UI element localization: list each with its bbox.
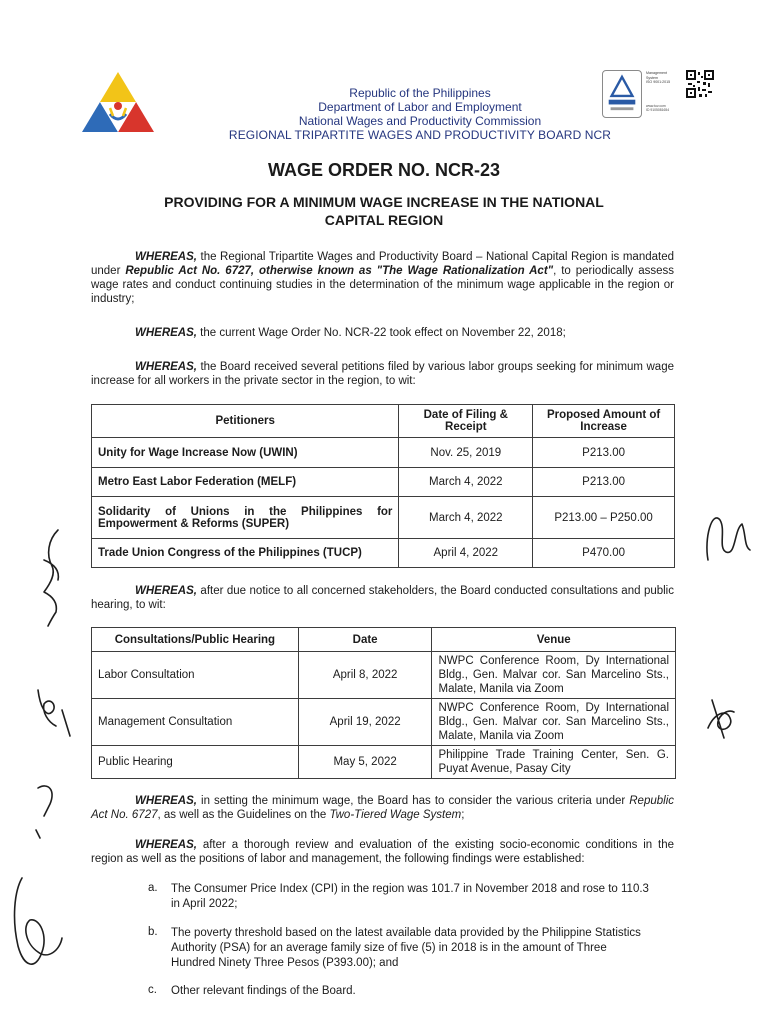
agency-line-department: Department of Labor and Employment xyxy=(318,100,522,114)
paragraph-text: ; xyxy=(461,809,465,821)
whereas-lead: WHEREAS, xyxy=(135,585,197,597)
filing-date-cell: Nov. 25, 2019 xyxy=(399,438,533,468)
whereas-paragraph-5 xyxy=(91,794,674,822)
handwritten-initials xyxy=(38,690,70,736)
certification-line: System xyxy=(646,75,658,80)
petitioner-cell: Metro East Labor Federation (MELF) xyxy=(92,468,399,497)
event-cell: Public Hearing xyxy=(92,746,299,779)
column-header-venue: Venue xyxy=(432,628,676,652)
whereas-lead: WHEREAS, xyxy=(135,361,197,373)
paragraph-text: in setting the minimum wage, the Board has to consider the various criteria under xyxy=(196,795,630,807)
margin-signatures xyxy=(0,500,90,1024)
handwritten-signature xyxy=(15,878,62,964)
certification-line: ISO 9001:2015 xyxy=(646,80,671,85)
handwritten-initials xyxy=(36,786,52,838)
whereas-lead: WHEREAS, xyxy=(135,839,197,851)
finding-label: a. xyxy=(148,882,158,894)
whereas-paragraph-4 xyxy=(91,584,674,612)
petitioner-cell: Trade Union Congress of the Philippines (TUCP) xyxy=(92,539,399,568)
finding-text: The Consumer Price Index (CPI) in the region was 101.7 in November 2018 and rose to 110.3 in April 2022; xyxy=(171,883,649,910)
table-row xyxy=(92,539,675,568)
table-row xyxy=(92,652,676,699)
table-row xyxy=(92,468,675,497)
paragraph-text: , to periodically assess wage rates and conduct continuing studies in the determination of the minimum wage applicable in the region or industry; xyxy=(91,265,674,305)
hearing-date-cell: April 8, 2022 xyxy=(298,652,432,699)
finding-label: c. xyxy=(148,984,157,996)
hearing-date-cell: May 5, 2022 xyxy=(298,746,432,779)
amount-cell: P213.00 xyxy=(533,438,675,468)
venue-cell: NWPC Conference Room, Dy International Bldg., Gen. Malvar cor. San Marcelino Sts., Malate, Manila via Zoom xyxy=(432,699,676,746)
agency-line-country: Republic of the Philippines xyxy=(349,86,491,100)
certification-note-line: www.tuv.com xyxy=(646,104,666,108)
paragraph-text: after a thorough review and evaluation of the existing socio-economic conditions in the region as well as the positions of labor and management, the following findings were established: xyxy=(91,839,674,865)
paragraph-text: the current Wage Order No. NCR-22 took effect on November 22, 2018; xyxy=(196,327,566,339)
finding-text: Other relevant findings of the Board. xyxy=(171,985,356,997)
whereas-paragraph-6 xyxy=(91,838,674,866)
whereas-paragraph-2 xyxy=(91,326,674,340)
whereas-paragraph-1 xyxy=(91,250,674,306)
certification-note-line: ID 9105081654 xyxy=(646,108,670,113)
certification-line: Management xyxy=(646,71,667,75)
venue-cell: NWPC Conference Room, Dy International Bldg., Gen. Malvar cor. San Marcelino Sts., Malate, Manila via Zoom xyxy=(432,652,676,699)
filing-date-cell: March 4, 2022 xyxy=(399,468,533,497)
hearing-date-cell: April 19, 2022 xyxy=(298,699,432,746)
qr-code-icon xyxy=(686,70,714,98)
paragraph-text: , as well as the Guidelines on the xyxy=(157,809,330,821)
event-cell: Management Consultation xyxy=(92,699,299,746)
table-row xyxy=(92,497,675,539)
paragraph-text: after due notice to all concerned stakeholders, the Board conducted consultations and public hearing, to wit: xyxy=(91,585,674,611)
document-subtitle: PROVIDING FOR A MINIMUM WAGE INCREASE IN THE NATIONAL CAPITAL REGION xyxy=(164,194,604,228)
paragraph-text: the Board received several petitions filed by various labor groups seeking for minimum wage increase for all workers in the private sector in the region, to wit: xyxy=(91,361,674,387)
whereas-lead: WHEREAS, xyxy=(135,251,197,263)
handwritten-signature xyxy=(707,518,750,560)
table-row xyxy=(92,699,676,746)
amount-cell: P213.00 – P250.00 xyxy=(533,497,675,539)
column-header-consultations: Consultations/Public Hearing xyxy=(92,628,299,652)
table-header-row xyxy=(92,405,675,438)
paragraph-text: the Regional Tripartite Wages and Productivity Board – National Capital Region is mandated under xyxy=(91,251,674,277)
column-header-date-of-filing: Date of Filing & Receipt xyxy=(399,405,533,438)
event-cell: Labor Consultation xyxy=(92,652,299,699)
amount-cell: P213.00 xyxy=(533,468,675,497)
table-row xyxy=(92,438,675,468)
act-reference: Republic Act No. 6727 xyxy=(91,795,674,821)
act-reference: Republic Act No. 6727, otherwise known as "The Wage Rationalization Act" xyxy=(125,265,554,277)
margin-signatures-right xyxy=(690,490,768,750)
handwritten-signature xyxy=(44,530,58,626)
handwritten-initials xyxy=(708,700,734,738)
petitioner-cell: Unity for Wage Increase Now (UWIN) xyxy=(92,438,399,468)
finding-label: b. xyxy=(148,926,158,938)
certification-note xyxy=(646,104,690,112)
amount-cell: P470.00 xyxy=(533,539,675,568)
filing-date-cell: April 4, 2022 xyxy=(399,539,533,568)
table-row xyxy=(92,746,676,779)
agency-header xyxy=(200,86,640,142)
column-header-petitioners: Petitioners xyxy=(92,405,399,438)
whereas-lead: WHEREAS, xyxy=(135,327,197,339)
column-header-proposed-amount: Proposed Amount of Increase xyxy=(533,405,675,438)
document-title: WAGE ORDER NO. NCR-23 xyxy=(267,160,501,180)
agency-line-board: REGIONAL TRIPARTITE WAGES AND PRODUCTIVITY BOARD NCR xyxy=(228,128,612,142)
whereas-paragraph-3 xyxy=(91,360,674,388)
column-header-date: Date xyxy=(298,628,432,652)
table-header-row xyxy=(92,628,676,652)
petitions-table xyxy=(91,404,675,568)
certification-badge-icon xyxy=(602,70,642,118)
dole-logo-icon xyxy=(80,70,156,134)
filing-date-cell: March 4, 2022 xyxy=(399,497,533,539)
consultations-table xyxy=(91,627,676,779)
agency-line-commission: National Wages and Productivity Commission xyxy=(298,114,542,128)
wage-system-reference: Two-Tiered Wage System xyxy=(329,809,462,821)
whereas-lead: WHEREAS, xyxy=(135,795,197,807)
certification-text xyxy=(646,71,682,85)
finding-text: The poverty threshold based on the latest available data provided by the Philippine Statistics Authority (PSA) for an average family size of five (5) in 2018 is in the amount of Three Hundred Ninety Three Pesos (P393.00); and xyxy=(171,927,641,969)
petitioner-cell: Solidarity of Unions in the Philippines for Empowerment & Reforms (SUPER) xyxy=(92,497,399,539)
venue-cell: Philippine Trade Training Center, Sen. G. Puyat Avenue, Pasay City xyxy=(432,746,676,779)
